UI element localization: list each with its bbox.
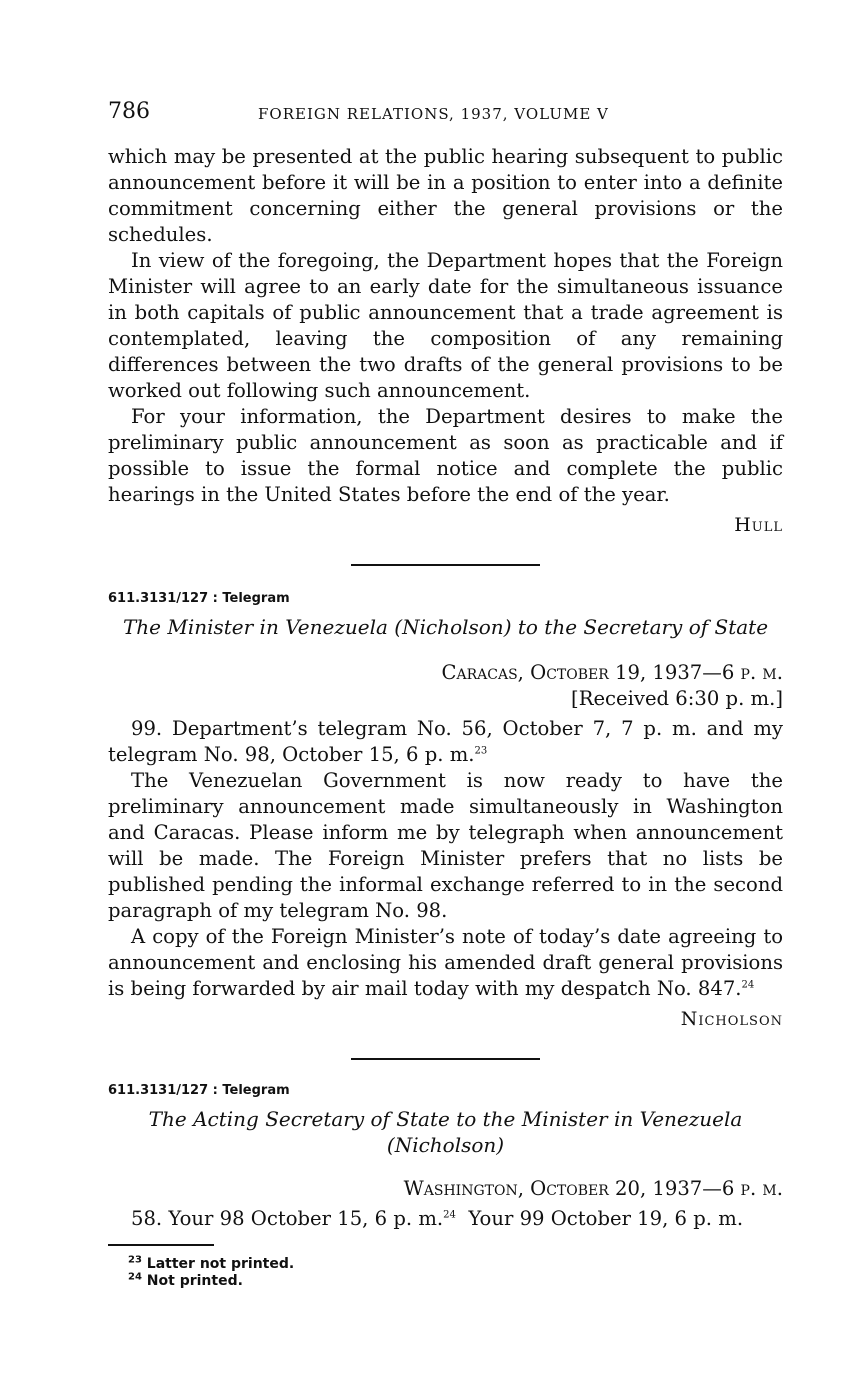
telegram-body xyxy=(108,716,783,1032)
document-2 xyxy=(108,590,783,1032)
footnote-ref: 23 xyxy=(474,745,488,757)
paragraph: which may be presented at the public hearing subsequent to public announcement before it will be in a position to enter into a definite commitment concerning either the general provisions or the schedules. xyxy=(108,145,783,246)
document-page xyxy=(108,98,783,1290)
paragraph-text: Your 99 October 19, 6 p. m. xyxy=(468,1207,744,1230)
paragraph-text: 99. Department’s telegram No. 56, October 7, 7 p. m. and my telegram No. 98, October 15, 6 p. m. xyxy=(108,717,783,766)
section-divider xyxy=(351,564,540,566)
footnote-mark: 24 xyxy=(128,1271,142,1283)
paragraph xyxy=(108,1206,783,1232)
signature: Hull xyxy=(734,514,783,536)
file-reference: 611.3131/127 : Telegram xyxy=(108,591,290,606)
paragraph-text: A copy of the Foreign Minister’s note of today’s date agreeing to announcement and enclosing his amended draft general provisions is being forwarded by air mail today with my despatch No. 847. xyxy=(108,925,783,1000)
paragraph: For your information, the Department desires to make the preliminary public announcement as soon as practicable and if possible to issue the formal notice and complete the public hearings in the United States before the end of the year. xyxy=(108,405,783,506)
document-3 xyxy=(108,1082,783,1232)
paragraph xyxy=(108,716,783,768)
paragraph: In view of the foregoing, the Department hopes that the Foreign Minister will agree to an early date for the simultaneous issuance in both capitals of public announcement that a trade agreement is contemplated, leaving the composition of any remaining differences between the two drafts of the general provisions to be worked out following such announcement. xyxy=(108,249,783,402)
footnote-text: Not printed. xyxy=(146,1273,243,1289)
footnote xyxy=(128,1256,783,1273)
file-reference: 611.3131/127 : Telegram xyxy=(108,1083,290,1098)
running-title: FOREIGN RELATIONS, 1937, VOLUME V xyxy=(258,105,609,123)
footnote-rule xyxy=(108,1244,214,1246)
paragraph: The Venezuelan Government is now ready to have the preliminary announcement made simultaneously in Washington and Caracas. Please inform me by telegraph when announcement will be made. The Foreign Minister prefers that no lists be published pending the informal exchange referred to in the second paragraph of my telegram No. 98. xyxy=(108,769,783,922)
received-line: [Received 6:30 p. m.] xyxy=(571,687,783,710)
running-head xyxy=(108,98,783,128)
dateline: Caracas, October 19, 1937—6 p. m. xyxy=(441,661,783,684)
paragraph xyxy=(108,924,783,1002)
footnote-ref: 24 xyxy=(741,979,755,991)
signature: Nicholson xyxy=(680,1008,783,1030)
footnote-mark: 23 xyxy=(128,1254,142,1266)
section-1 xyxy=(108,144,783,538)
dateline: Washington, October 20, 1937—6 p. m. xyxy=(403,1177,783,1200)
document-title: The Minister in Venezuela (Nicholson) to the Secretary of State xyxy=(122,615,769,639)
footnote-ref: 24 xyxy=(443,1209,456,1221)
page-number: 786 xyxy=(108,99,150,124)
telegram-body xyxy=(108,1206,783,1232)
footnote-text: Latter not printed. xyxy=(146,1256,295,1272)
footnote xyxy=(128,1273,783,1290)
paragraph-text: 58. Your 98 October 15, 6 p. m. xyxy=(131,1207,444,1230)
section-divider xyxy=(351,1058,540,1060)
document-title-line-1: The Acting Secretary of State to the Minister in Venezuela xyxy=(148,1107,743,1131)
footnotes xyxy=(128,1256,783,1290)
document-title-line-2: (Nicholson) xyxy=(386,1133,505,1157)
